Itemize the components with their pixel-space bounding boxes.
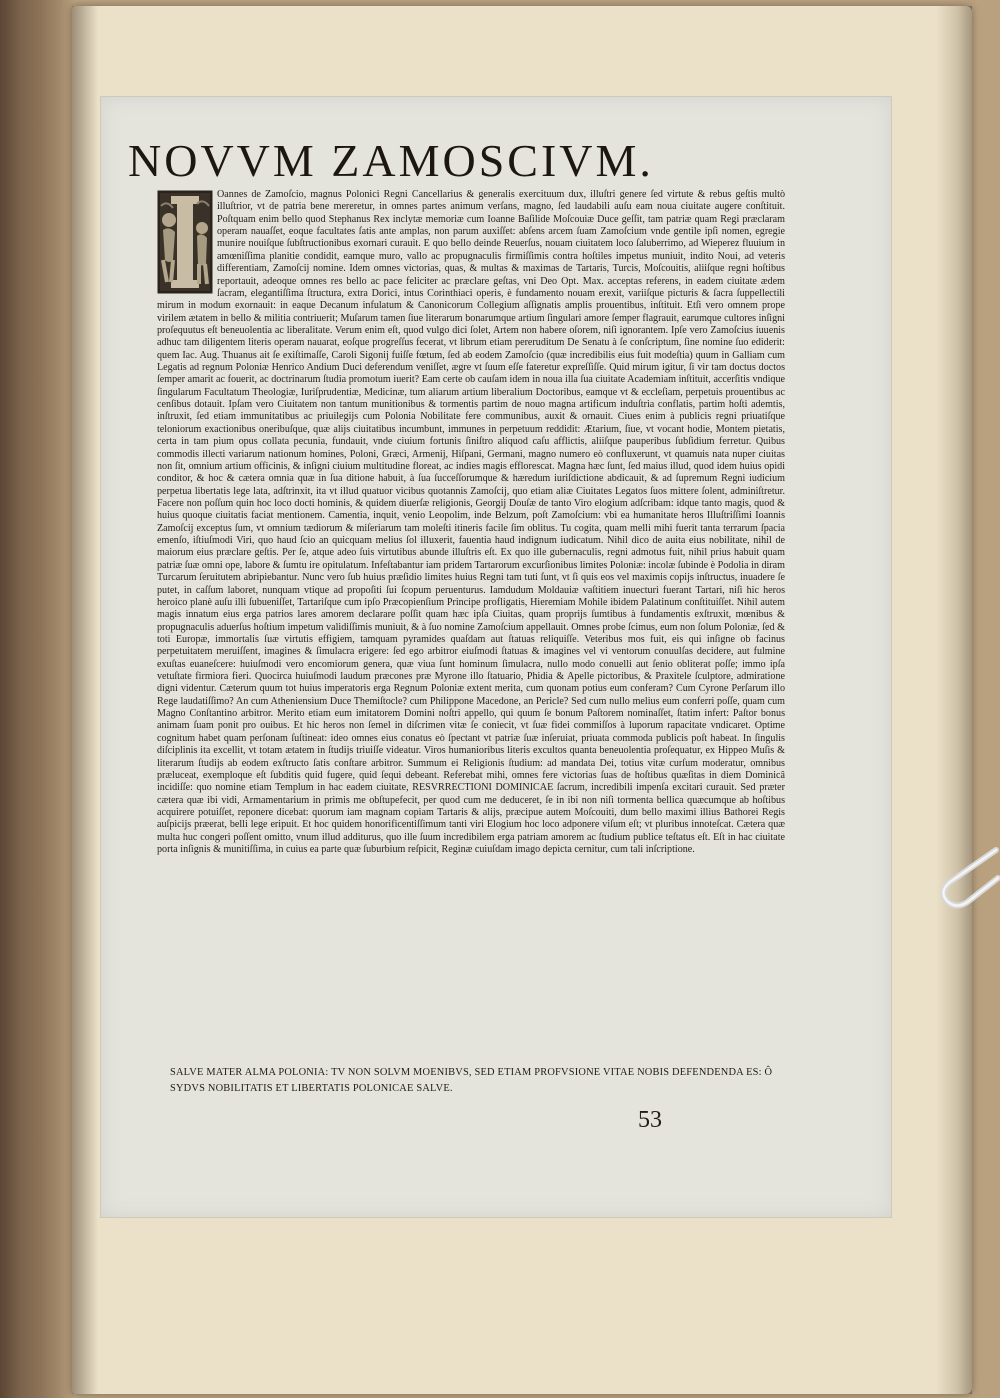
folio-number: 53 — [638, 1107, 662, 1133]
paper-clip-icon — [936, 842, 1000, 952]
page-title: NOVVM ZAMOSCIVM. — [128, 135, 654, 186]
inscription-text: SALVE MATER ALMA POLONIA: TV NON SOLVM MOENIBVS, SED ETIAM PROFVSIONE VITAE NOBIS DEFENDENDA ES: Ô SYDVS NOBILITATIS ET LIBERTATIS POLONICAE SALVE. — [170, 1067, 773, 1094]
page-gutter-shadow — [72, 6, 98, 1394]
body-text: Oannes de Zamoſcio, magnus Polonici Regni Cancellarius & generalis exercituum dux, illuſtri genere ſed virtute & rebus geſtis multò illuſtrior, vt de patria bene mereretur, in omnes partes animum verſans, magno, ſed laudabili auſu eam noua ciuitate augere conſtituit. Poſtquam enim bello quod Stephanus Rex inclytæ memoriæ cum Ioanne Baſilide Moſcouiæ Duce geſſit, tam patriæ quam Regi præclaram operam nauaſſet, eoque facultates ſatis ante amplas, non parum auxiſſet: abſens arcem ſuam Zamoſcium vnde gentile ipſi nomen, egregie munire nouiſque ſubſtructionibus exornari curauit. E quo bello deinde Reuerſus, nouam ciuitatem loco ſaluberrimo, ad Wieperez fluuium in amœniſſima planitie condidit, eamque muro, vallo ac propugnaculis firmiſſimis contra hoſtiles impetus muniuit, indito Noui, ad veteris differentiam, Zamoſcij nomine. Idem omnes victorias, quas, & multas & maximas de Tartaris, Turcis, Moſcouitis, aliiſque regni hoſtibus reportauit, adeoque omnes res bello ac pace feliciter ac præclare geſtas, vni Deo Opt. Max. acceptas referens, in eadem ciuitate ædem ſacram, elegantiſſima ſtructura, extra Dorici, intus Corinthiaci operis, è fundamento nouam erexit, variiſque picturis & ſacra ſuppellectili mirum in modum exornauit: in eaque Decanum infulatum & Canonicorum Collegium aſſignatis amplis prouentibus, inſtituit. Etſi vero omnem prope virilem ætatem in bello & militia contriuerit; Muſarum tamen ſiue literarum bonarumque artium ſingulari amore ſemper flagrauit, earumque cultores inſigni proſequutus eſt beneuolentia ac liberalitate. Verum enim eſt, quod vulgo dici ſolet, Artem non habere oſorem, niſi ignorantem. Ipſe vero Zamoſcius iuuenis adhuc tam diligentem literis operam nauarat, eoſque progreſſus fecerat, vt librum etiam pereruditum De Senatu à ſe conſcriptum, ſine nomine ſuo ediderit: quem Iac. Aug. Thuanus ait ſe exiſtimaſſe, Caroli Sigonij fuiſſe fœtum, ſed ab eodem Zamoſcio (quæ incredibilis eius fuit modeſtia) quum in Galliam cum Legatis ad regnum Poloniæ Henrico Andium Duci deferendum veniſſet, ægre vt ſuum eſſe fateretur expreſſiſſe. Quid mirum igitur, ſi vir tam doctus doctos ſemper amarit ac fouerit, ac doctrinarum ſtudia promotum iuerit? Eam certe ob cauſam idem in noua illa ſua ciuitate Academiam inſtituit, accerſitis vndique ſingularum Facultatum Theologiæ, Iuriſprudentiæ, Medicinæ, tum aliarum artium liberalium Doctoribus, eamque vt & eccleſiam, perpetuis prouentibus ac cenſibus dotauit. Ipſam vero Ciuitatem non tantum munitionibus & tormentis partim de nouo magna artificum induſtria conflatis, partim hoſti ademtis, inſtruxit, ſed etiam immunitatibus ac priuilegijs cum Polonia Nobilitate fere communibus, auxit & ornauit. Ciues enim à publicis regni priuatiſque teloniorum exactionibus oneribuſque, quæ alijs ciuitatibus incumbunt, immunes in perpetuum reddidit: Ætarium, ſiue, vt vocant hodie, Montem pietatis, certa in tam pium opus collata pecunia, fundauit, vnde ciuium fortunis ſiniſtro aliquod caſu afflictis, aliiſque pauperibus ſubſidium ferretur. Quibus commodis illecti variarum nationum homines, Poloni, Græci, Armenij, Hiſpani, Germani, magno numero eò confluxerunt, vt quamuis nata nuper ciuitas non ſit, omnium artium officinis, & inſigni ciuium multitudine floreat, ac indies magis efflorescat. Magna hæc ſunt, ſed maius illud, quod idem huius opidi conditor, & hoc & cætera omnia quæ in ſua ditione habuit, à ſua ſucceſſorumque & hæredum iuriſdictione abdicauit, & ad ſupremum Regni iudicium perpetua libertatis lege lata, adſtrinxit, ita vt illud quatuor vicibus quotannis Zamoſcij, quo etiam aliæ Ciuitates Legatos ſuos mittere ſolent, adminiſtretur. Facere non poſſum quin hoc loco docti hominis, & quidem diuerſæ religionis, Georgij Douſæ de tanto Viro elogium adſcribam: idque tanto magis, quod & huius quoque ciuitatis faciat mentionem. Camentia, inquit, venio Leopolim, inde Belzum, poſt Zamoſcium: vbi ea humanitate heros Illuſtriſſimi Ioannis Zamoſcij exceptus ſum, vt omnium tædiorum & miſeriarum tam moleſti itineris facile ſim oblitus. Tu cogita, quam melli mihi fuerit tanta terrarum ſpacia emenſo, iſtiuſmodi Viri, quo haud ſcio an quicquam melius ſol illuxerit, fauentia haud indignum iudicatum. Nihil dico de auita eius nobilitate, nihil de maiorum eius præclare geſtis. Per ſe, atque adeo ſuis virtutibus abunde illuſtris eſt. Ex quo ille gubernaculis, regni admotus fuit, nihil prius habuit quam patriæ ſuæ omni ope, labore & ſumtu ire opitulatum. Infeſtabantur iam pridem Tartarorum excurſionibus limites Poloniæ: incolæ ſubinde è Podolia in diram Turcarum ſeruitutem abripiebantur. Nunc vero ſub huius præſidio limites huius Regni tam tuti ſunt, vt ſi quis eos vel maximis copijs inſtructus, inuadere ſe putet, in caſſum laboret, nunquam vtique ad propoſiti ſui ſcopum peruenturus. Iamdudum Moldauiæ vaſtitiem inuecturi fuerant Tartari, niſi hic heros heroico planè auſu illi ſubueniſſet, Tartariſque cum ipſo Præcopienſium Principe profligatis, Hieremiam Mohile ibidem Palatinum conſtituiſſet. Nihil autem magis innatum eius erga patrios lares amorem declarare poſſit quam hæc ipſa Ciuitas, quam proprijs ſumtibus à fundamentis exſtruxit, mœnibus & propugnaculis aduerſus hoſtium impetum validiſſimis muniuit, & à ſuo nomine Zamoſcium appellauit. Omnes probe ſcimus, eum non ſolum Poloniæ, ſed & toti Europæ, immortalis ſuæ virtutis effigiem, tamquam pyramides quaſdam aut ſtatuas reliquiſſe. Veteribus mos fuit, eis qui inſigne ob facinus perpetuitatem meruiſſent, imagines & ſimulacra erigere: ſed ego arbitror eiuſmodi ſtatuas & imagines vel vi ventorum conuulſas decidere, aut fulmine exuſtas euaneſcere: huiuſmodi vero encomiorum genera, quæ viua ſunt hominum ſimulacra, nullo modo conuelli aut ſenio obliterat poſſe; immo ipſa vetuſtate firmiora fieri. Quocirca huiuſmodi laudum præcones præ Myrone illo ſtatuario, Phidia & Apelle pictoribus, & Praxitele ſculptore, admiratione digni videntur. Cæterum quum tot huius imperatoris erga Regnum Poloniæ extent merita, cum quonam potius eum conferam? Cum Cyrone Perſarum illo Rege laudatiſſimo? An cum Atheniensium Duce Themiſtocle? cum Philippone Macedone, an Pericle? Sed cum nullo melius eum conferri poſſe, quam cum Magno Conſtantino arbitror. Merito etiam eum imitatorem Domini noſtri appello, qui quum ſe bonum Paſtorem nominaſſet, ſtatim infert: Paſtor bonus animam ſuam ponit pro ouibus. Et hic heros non ſemel in diſcrimen vitæ ſe coniecit, vt ſuæ fidei commiſſos à luporum rapacitate vndicaret. Optime cognitum habet quam perſonam ſuſtineat: ideo omnes eius conatus eò ſpectant vt patriæ ſuæ inſeruiat, priuata commoda publicis poſt habeat. In ſingulis diſciplinis ita excellit, vt totam ætatem in ſtudijs triuiſſe videatur. Viros humanioribus literis excultos quanta beneuolentia proſequatur, ex Hippeo Muſis & literarum ſtudijs ab eodem exſtructo ſatis conſtare arbitror. Summum ei Religionis ſtudium: ad mandata Dei, totius vitæ curſum moderatur, omnibus præluceat, exemploque eſt ſubditis quid fugere, quid ſequi debeant. Referebat mihi, omnes fere victorias ſuas de hoſtibus quæſitas in diem Dominicâ incidiſſe: quo nomine etiam Templum in hac eadem ciuitate, RESVRRECTIONI DOMINICAE ſacrum, incredibili impenſa excitari curauit. Sed præter cætera quæ ibi vidi, Armamentarium in primis me obſtupefecit, per quod cum me deduceret, ſe in ibi non niſi tormenta bellica quæcumque ab hoſtibus acquirere potuiſſet, reponere dicebat: quorum iam magnam copiam Tartaris & alijs, præcipue autem Moſcouiti, dum bello maximi illius Bathorei Regis auſpicijs præerat, belli lege eripuit. Et hoc quidem honorificentiſſimum tanti viri Elogium hoc loco adponere viſum eſt; vt pluribus innoteſcat. Cætera quæ multa huc congeri poſſent omitto, vnum illud additurus, quo ille ſuum incredibilem erga patriam amorem ac ſtudium publice teſtatus eſt. Eſt in hac ciuitate porta inſignis & munitiſſima, in cuius ea parte quæ ſuburbium reſpicit, Reginæ cuiuſdam imago depicta cernitur, cum tali inſcriptione. — [157, 189, 785, 856]
page-edge-shadow — [936, 6, 972, 1394]
